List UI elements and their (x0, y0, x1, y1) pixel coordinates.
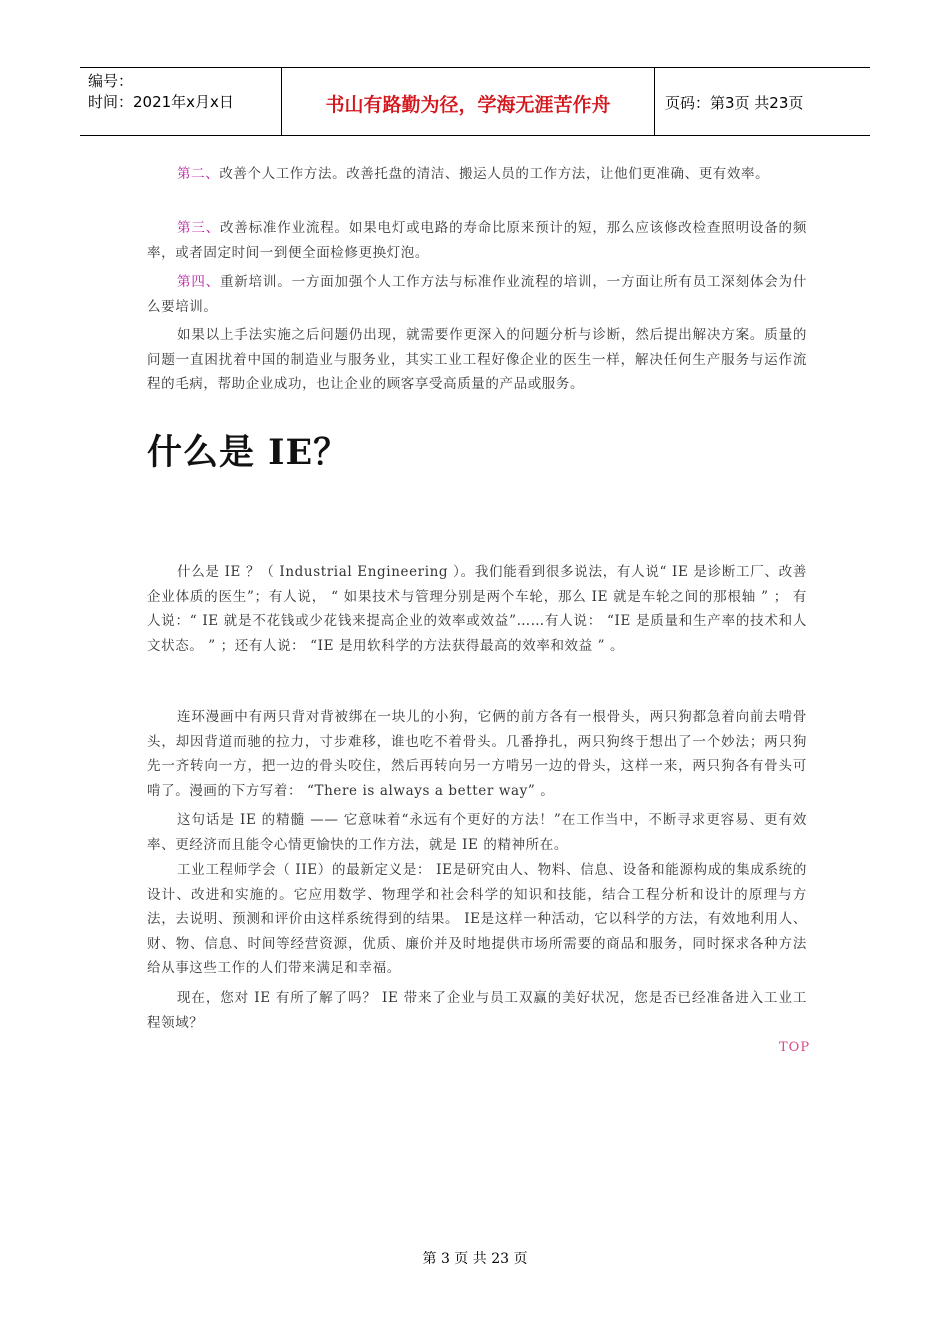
header-page-code: 页码：第3页 共23页 (665, 94, 804, 112)
ie-paragraph-3: 这句话是 IE 的精髓 —— 它意味着“永远有个更好的方法！”在工作当中，不断寻求更容易、更有效率、更经济而且能令心情更愉快的工作方法，就是 IE 的精神所在。 (147, 812, 807, 853)
intro-text-1: 改善个人工作方法。改善托盘的清洁、搬运人员的工作方法，让他们更准确、更有效率。 (219, 166, 770, 182)
intro-paragraph-4: 如果以上手法实施之后问题仍出现，就需要作更深入的问题分析与诊断，然后提出解决方案。质量的问题一直困扰着中国的制造业与服务业，其实工业工程好像企业的医生一样，解决任何生产服务与运作流程的毛病，帮助企业成功，也让企业的顾客享受高质量的产品或服务。 (147, 327, 807, 392)
ie-paragraph-4: 工业工程师学会（ IIE）的最新定义是： IE是研究由人、物料、信息、设备和能源构成的集成系统的设计、改进和实施的。它应用数学、物理学和社会科学的知识和技能，结合工程分析和设计的原理与方法，去说明、预测和评价由这样系统得到的结果。 IE是这样一种活动，它以科学的方法，有效地利用人、财、物、信息、时间等经营资源，优质、廉价并及时地提供市场所需要的商品和服务，同时探求各种方法给从事这些工作的人们带来满足和幸福。 (147, 862, 807, 976)
intro-lead-2: 第三、 (177, 220, 220, 236)
header-info (80, 68, 282, 135)
header-motto-cell (282, 68, 655, 135)
intro-text-2: 改善标准作业流程。如果电灯或电路的寿命比原来预计的短，那么应该修改检查照明设备的频率，或者固定时间一到便全面检修更换灯泡。 (147, 220, 807, 261)
header-motto: 书山有路勤为径，学海无涯苦作舟 (325, 94, 611, 116)
header-page-code-cell (655, 68, 870, 135)
page-footer: 第 3 页 共 23 页 (422, 1251, 528, 1267)
intro-paragraph-1 (147, 162, 807, 187)
top-link[interactable]: TOP (779, 1040, 811, 1055)
intro-lead-3: 第四、 (177, 274, 220, 290)
ie-paragraph-2: 连环漫画中有两只背对背被绑在一块儿的小狗，它俩的前方各有一根骨头，两只狗都急着向前去啃骨头，却因背道而驰的拉力，寸步难移，谁也吃不着骨头。几番挣扎，两只狗终于想出了一个妙法；两只狗先一齐转向一方，把一边的骨头咬住，然后再转向另一方啃另一边的骨头，这样一来，两只狗各有骨头可啃了。漫画的下方写着： “There is always a better way” 。 (147, 709, 807, 799)
page-header (80, 67, 870, 136)
document-number-label: 编号： (88, 72, 134, 90)
section-title: 什么是 IE？ (147, 432, 350, 473)
ie-paragraph-1: 什么是 IE ？（ Industrial Engineering ）。我们能看到很多说法，有人说“ IE 是诊断工厂、改善企业体质的医生”；有人说， “ 如果技术与管理分别是两个车轮，那么 IE 就是车轮之间的那根轴 ” ； 有人说：“ IE 就是不花钱或少花钱来提高企业的效率或效益”……有人说： “IE 是质量和生产率的技术和人文状态。 ” ；还有人说： “IE 是用软科学的方法获得最高的效率和效益 ” 。 (147, 564, 807, 654)
ie-paragraph-5: 现在，您对 IE 有所了解了吗？ IE 带来了企业与员工双赢的美好状况，您是否已经准备进入工业工程领域？ (147, 990, 807, 1031)
intro-paragraph-3 (147, 270, 807, 319)
intro-text-3: 重新培训。一方面加强个人工作方法与标准作业流程的培训，一方面让所有员工深刻体会为什么要培训。 (147, 274, 807, 315)
intro-lead-1: 第二、 (177, 166, 220, 182)
document-time-label: 时间：2021年x月x日 (88, 93, 234, 111)
intro-paragraph-2 (147, 216, 807, 265)
